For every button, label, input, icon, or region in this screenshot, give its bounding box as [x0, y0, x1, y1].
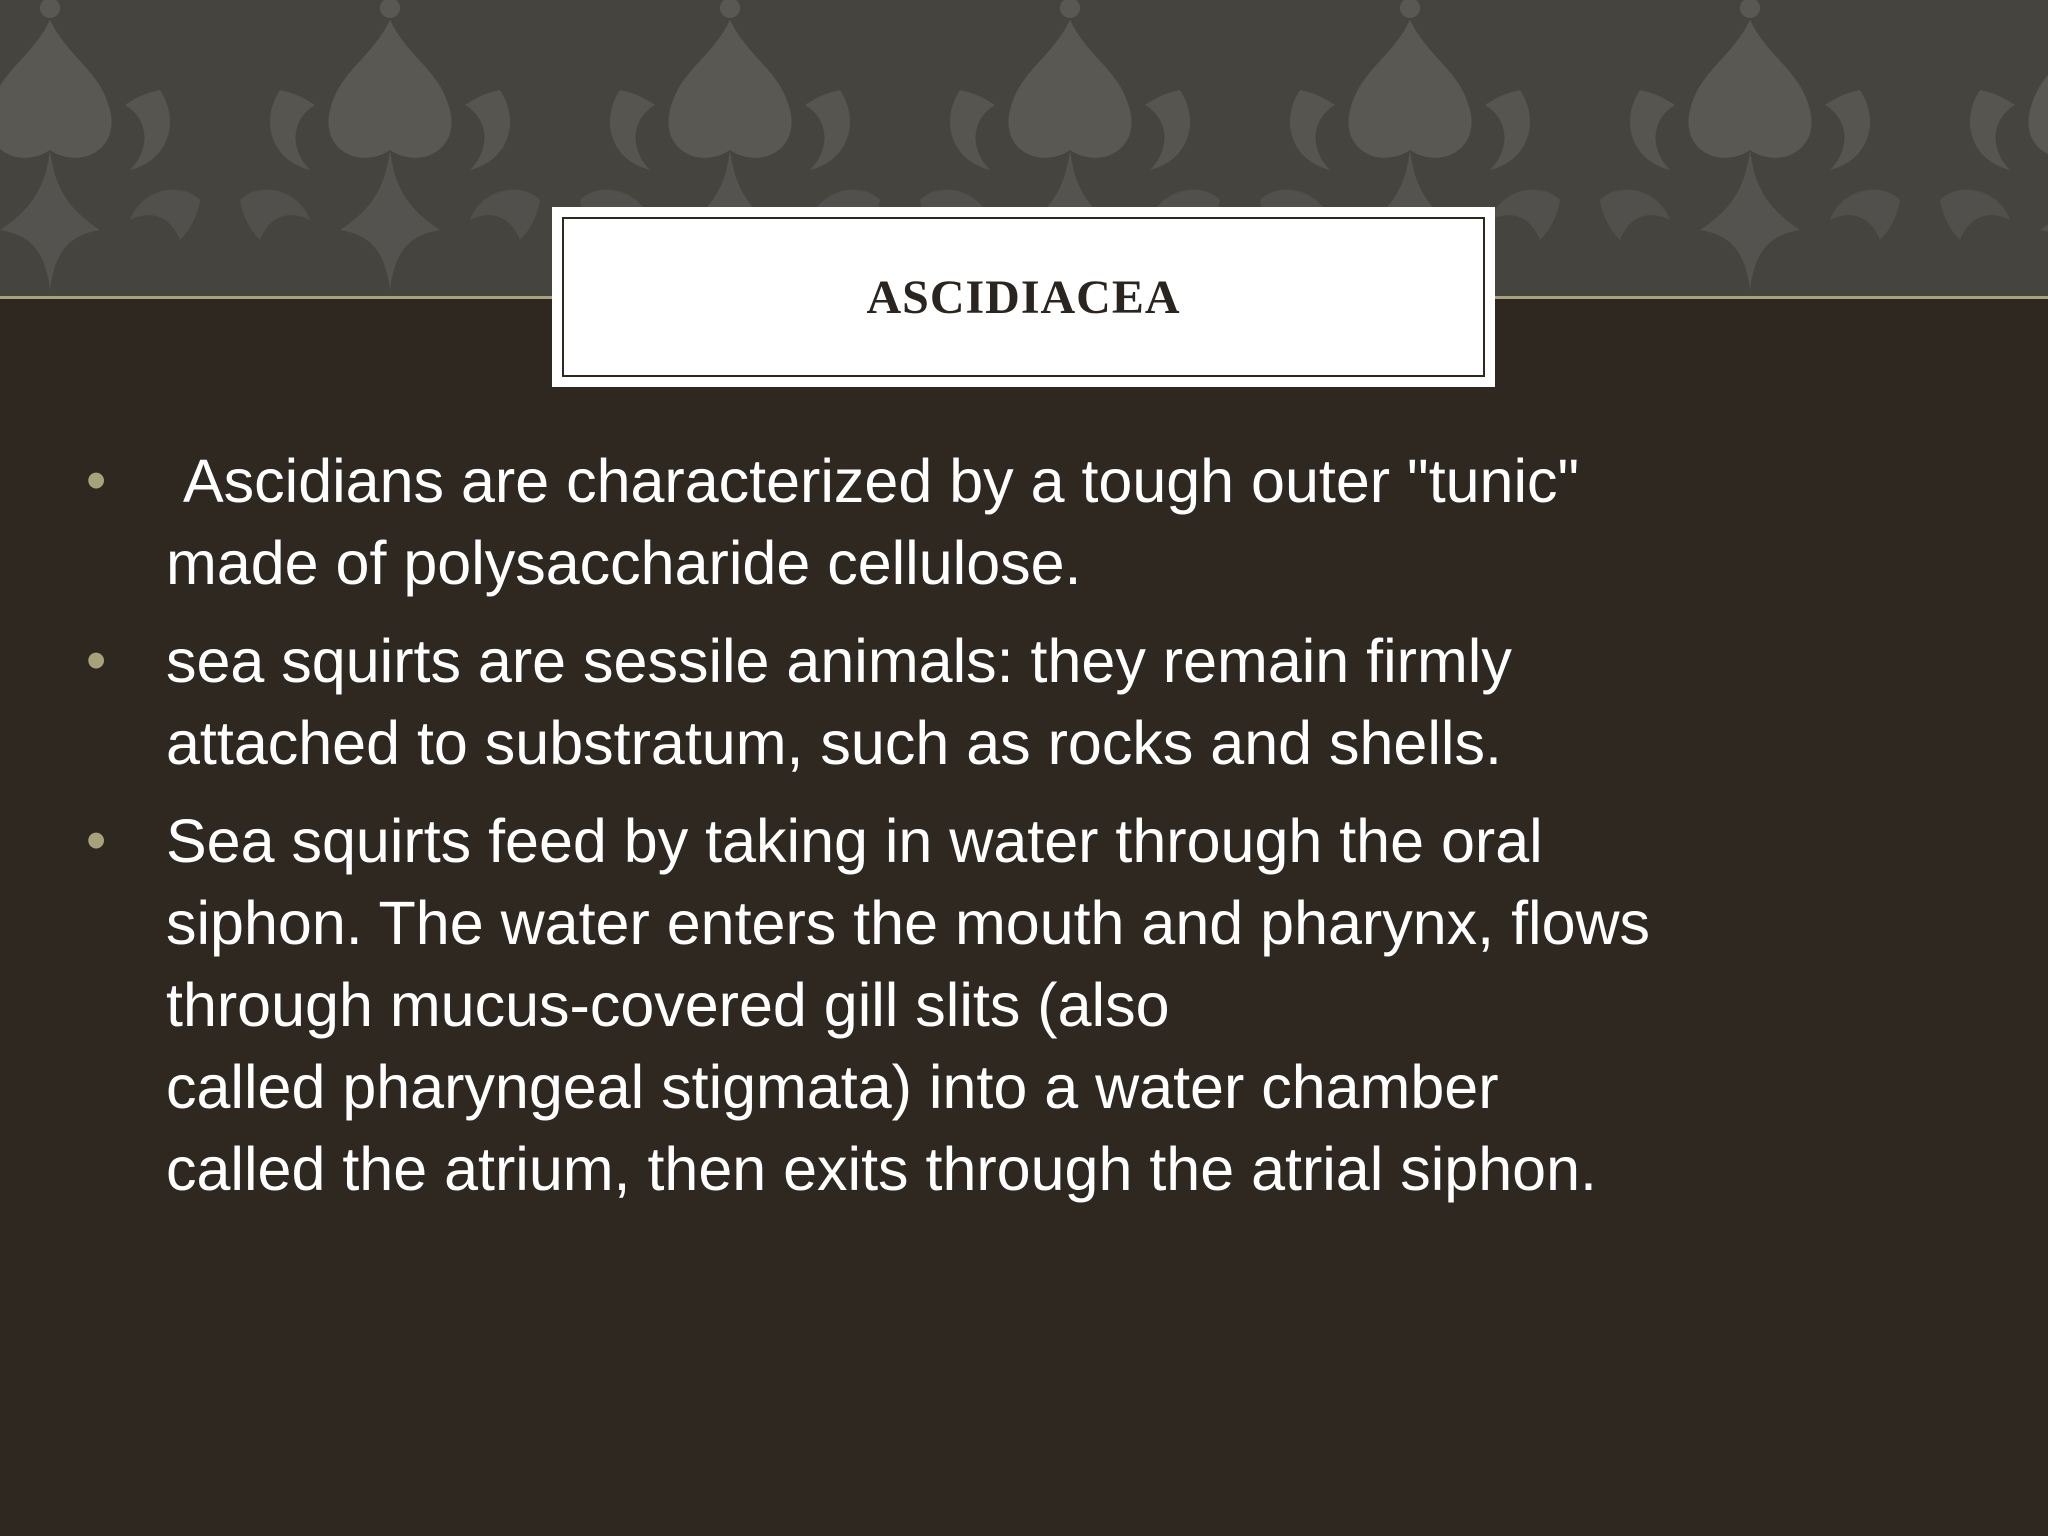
bullet-text: sea squirts are sessile animals: they remain firmly attached to substratum, such as rocks and shells. [166, 627, 1512, 777]
bullet-dot-icon: • [86, 448, 107, 513]
bullet-dot-icon: • [86, 808, 107, 873]
bullet-item [86, 440, 1986, 604]
title-box [555, 210, 1492, 384]
bullet-text: Ascidians are characterized by a tough outer "tunic" made of polysaccharide cellulose. [166, 447, 1580, 597]
bullet-dot-icon: • [86, 628, 107, 693]
slide-title: ASCIDIACEA [866, 270, 1181, 324]
bullet-item [86, 620, 1986, 784]
bullet-list [86, 440, 1986, 1226]
bullet-text: Sea squirts feed by taking in water through the oral siphon. The water enters the mouth and pharynx, flows through mucus-covered gill slits (also called pharyngeal stigmata) into a water chamber called the atrium, then exits through the atrial siphon. [166, 807, 1651, 1203]
bullet-item [86, 800, 1986, 1210]
